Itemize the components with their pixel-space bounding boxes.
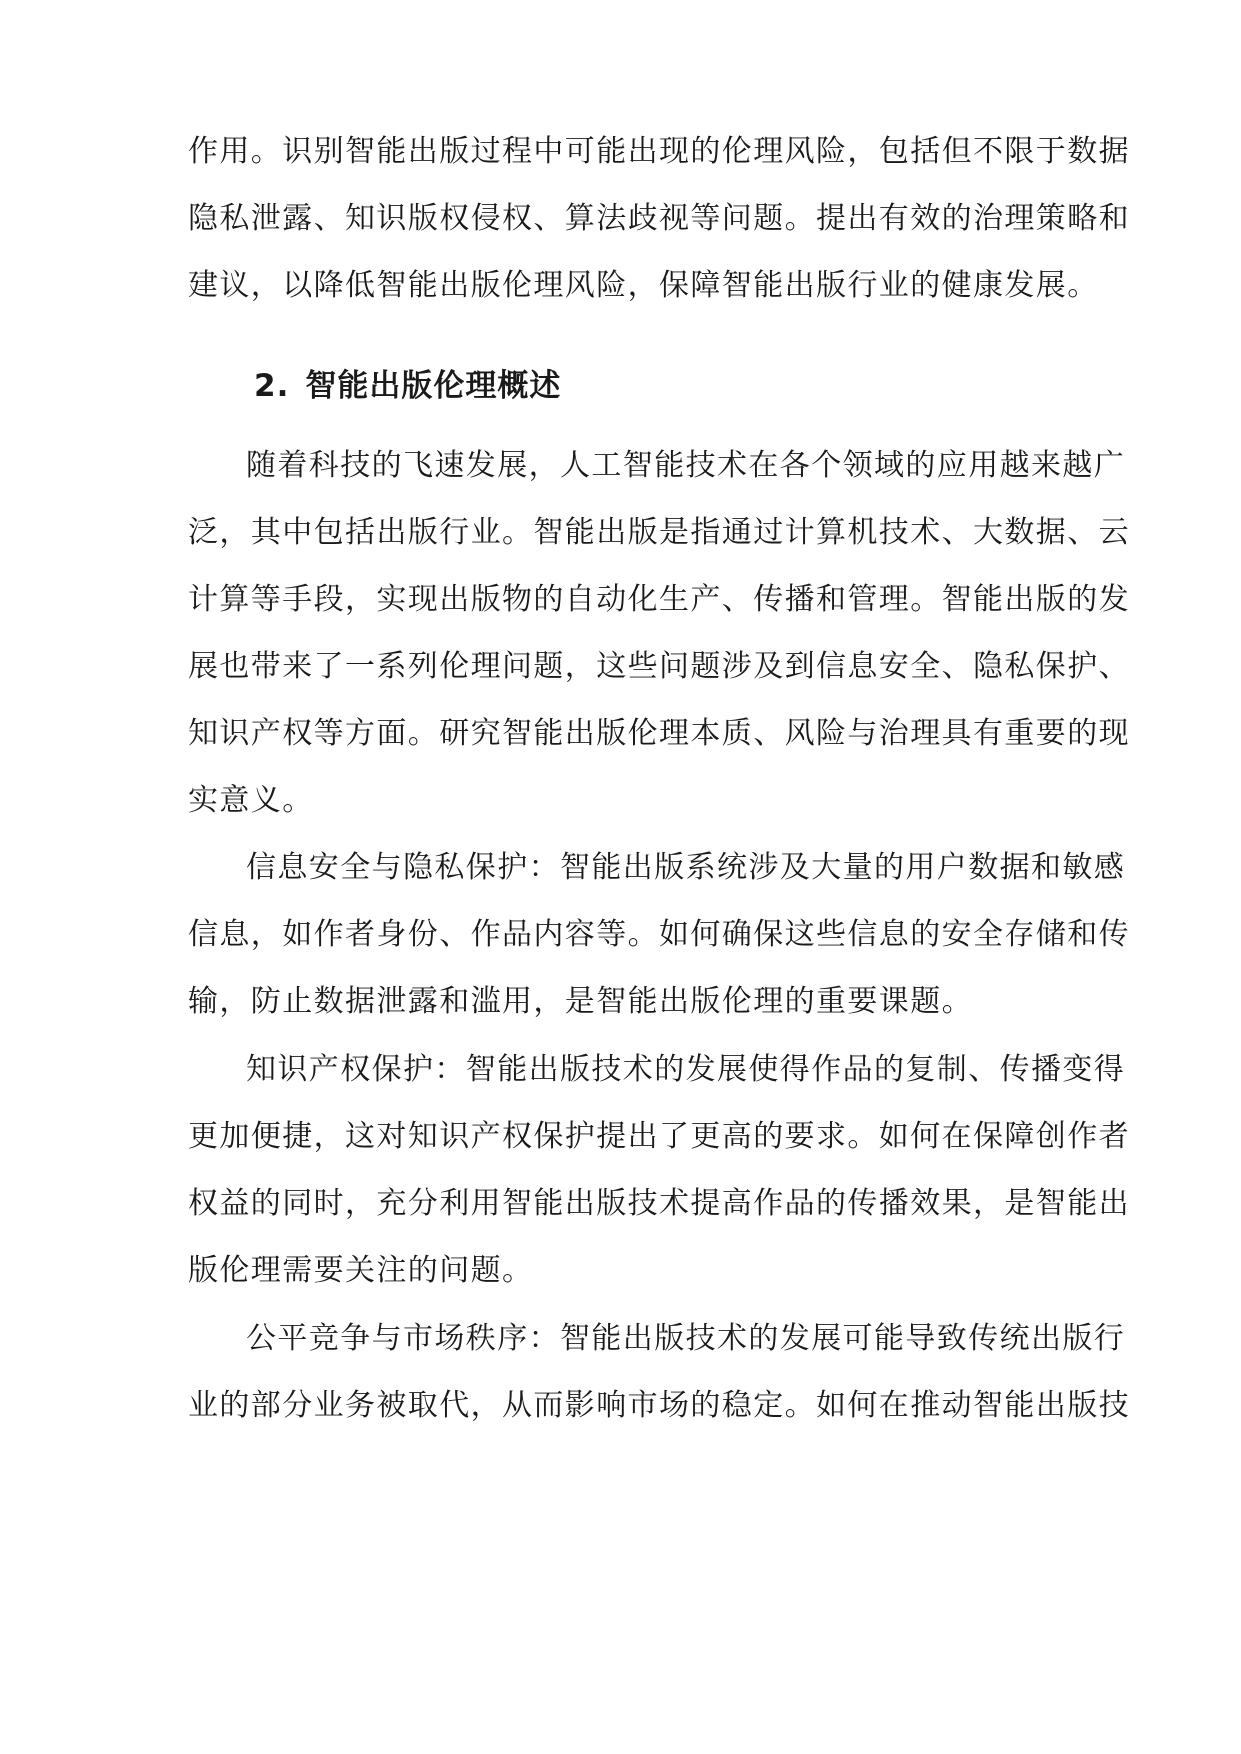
paragraph-line: 随着科技的飞速发展，人工智能技术在各个领域的应用越来越广	[246, 448, 1126, 483]
section-title: 智能出版伦理概述	[305, 368, 562, 404]
paragraph-line: 实意义。	[188, 783, 314, 818]
paragraph-line: 展也带来了一系列伦理问题，这些问题涉及到信息安全、隐私保护、	[188, 649, 1130, 684]
paragraph-line: 信息，如作者身份、作品内容等。如何确保这些信息的安全存储和传	[188, 917, 1130, 952]
paragraph-line: 知识产权保护：智能出版技术的发展使得作品的复制、传播变得	[246, 1052, 1126, 1087]
paragraph-line: 业的部分业务被取代，从而影响市场的稳定。如何在推动智能出版技	[188, 1388, 1130, 1423]
paragraph-line: 知识产权等方面。研究智能出版伦理本质、风险与治理具有重要的现	[188, 716, 1130, 751]
paragraph-line: 权益的同时，充分利用智能出版技术提高作品的传播效果，是智能出	[188, 1186, 1130, 1221]
paragraph-line: 输，防止数据泄露和滥用，是智能出版伦理的重要课题。	[188, 984, 973, 1019]
section-heading	[254, 366, 561, 406]
paragraph-line: 泛，其中包括出版行业。智能出版是指通过计算机技术、大数据、云	[188, 515, 1130, 550]
section-number: 2.	[254, 368, 290, 404]
paragraph-line: 公平竞争与市场秩序：智能出版技术的发展可能导致传统出版行	[246, 1321, 1126, 1356]
paragraph-line: 计算等手段，实现出版物的自动化生产、传播和管理。智能出版的发	[188, 582, 1130, 617]
paragraph-line: 信息安全与隐私保护：智能出版系统涉及大量的用户数据和敏感	[246, 850, 1126, 885]
intro-line: 隐私泄露、知识版权侵权、算法歧视等问题。提出有效的治理策略和	[188, 201, 1130, 236]
paragraph-line: 版伦理需要关注的问题。	[188, 1253, 534, 1288]
intro-line: 作用。识别智能出版过程中可能出现的伦理风险，包括但不限于数据	[188, 134, 1130, 169]
intro-line: 建议，以降低智能出版伦理风险，保障智能出版行业的健康发展。	[188, 268, 1099, 303]
paragraph-line: 更加便捷，这对知识产权保护提出了更高的要求。如何在保障创作者	[188, 1119, 1130, 1154]
